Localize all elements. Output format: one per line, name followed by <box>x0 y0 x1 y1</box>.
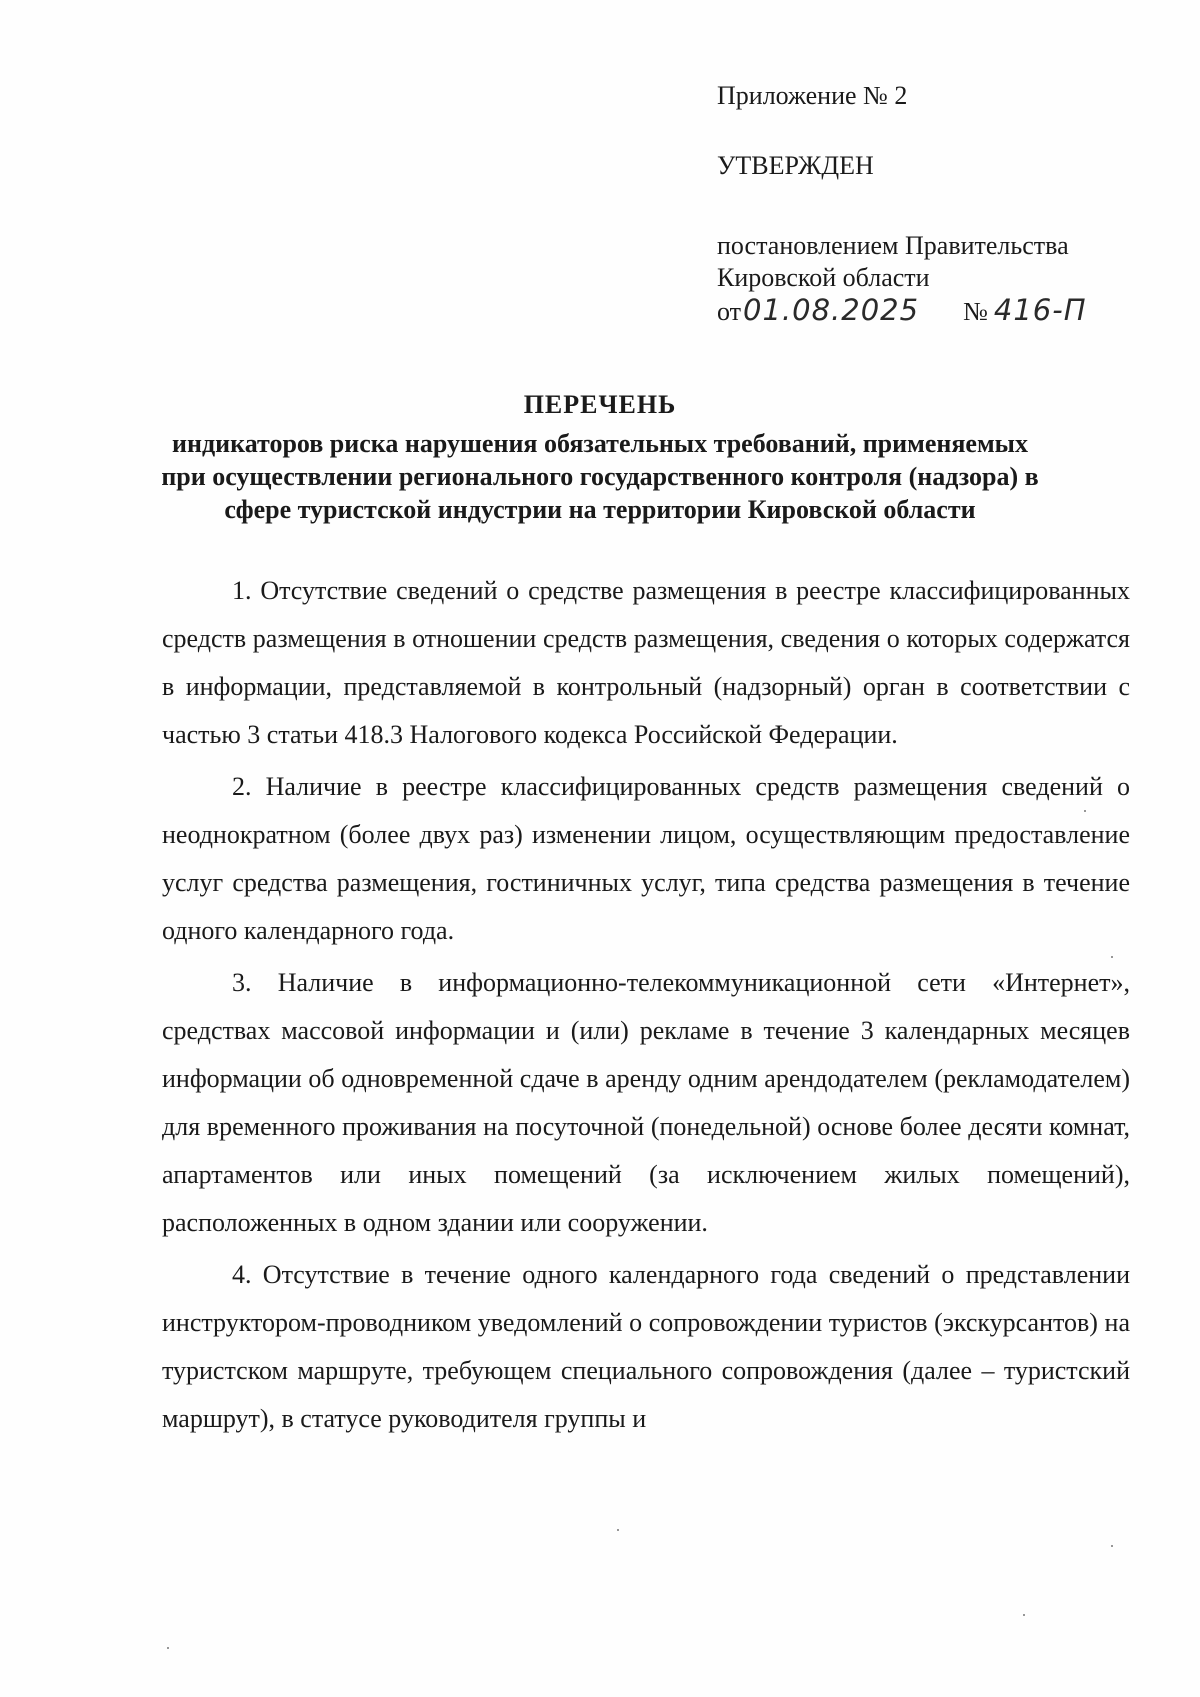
approved-by-line: постановлением Правительства <box>717 231 1069 260</box>
title-heading: ПЕРЕЧЕНЬ <box>523 390 677 419</box>
date-number-line <box>717 294 1137 328</box>
approval-block <box>717 80 1137 328</box>
handwritten-number: 416-П <box>993 293 1087 327</box>
approved-label: УТВЕРЖДЕН <box>717 151 874 180</box>
document-body <box>162 567 1130 1447</box>
document-title <box>150 388 1050 526</box>
list-item: 2. Наличие в реестре классифицированных средств размещения сведений о неоднократном (более двух раз) изменении лицом, осуществляющим предоставление услуг средства размещения, гостиничных услуг, типа средства размещения в течение одного календарного года. <box>162 772 1130 945</box>
region-line: Кировской области <box>717 263 930 292</box>
list-item: 3. Наличие в информационно-телекоммуникационной сети «Интернет», средствах массовой информации и (или) рекламе в течение 3 календарных месяцев информации об одновременной сдаче в аренду одним арендодателем (рекламодателем) для временного проживания на посуточной (понедельной) основе более десяти комнат, апартаментов или иных помещений (за исключением жилых помещений), расположенных в одном здании или сооружении. <box>162 968 1130 1237</box>
title-subtitle: индикаторов риска нарушения обязательных требований, применяемых при осуществлении регионального государственного контроля (надзора) в сфере туристской индустрии на территории Кировской области <box>161 429 1039 524</box>
handwritten-date: 01.08.2025 <box>743 293 920 327</box>
annex-label: Приложение № 2 <box>717 81 908 110</box>
list-item: 1. Отсутствие сведений о средстве размещения в реестре классифицированных средств размещения в отношении средств размещения, сведения о которых содержатся в информации, представляемой в контрольный (надзорный) орган в соответствии с частью 3 статьи 418.3 Налогового кодекса Российской Федерации. <box>162 576 1130 749</box>
list-item: 4. Отсутствие в течение одного календарного года сведений о представлении инструктором-проводником уведомлений о сопровождении туристов (экскурсантов) на туристском маршруте, требующем специального сопровождения (далее – туристский маршрут), в статусе руководителя группы и <box>162 1260 1130 1433</box>
date-prefix: от <box>717 297 742 326</box>
number-sign: № <box>963 297 988 326</box>
